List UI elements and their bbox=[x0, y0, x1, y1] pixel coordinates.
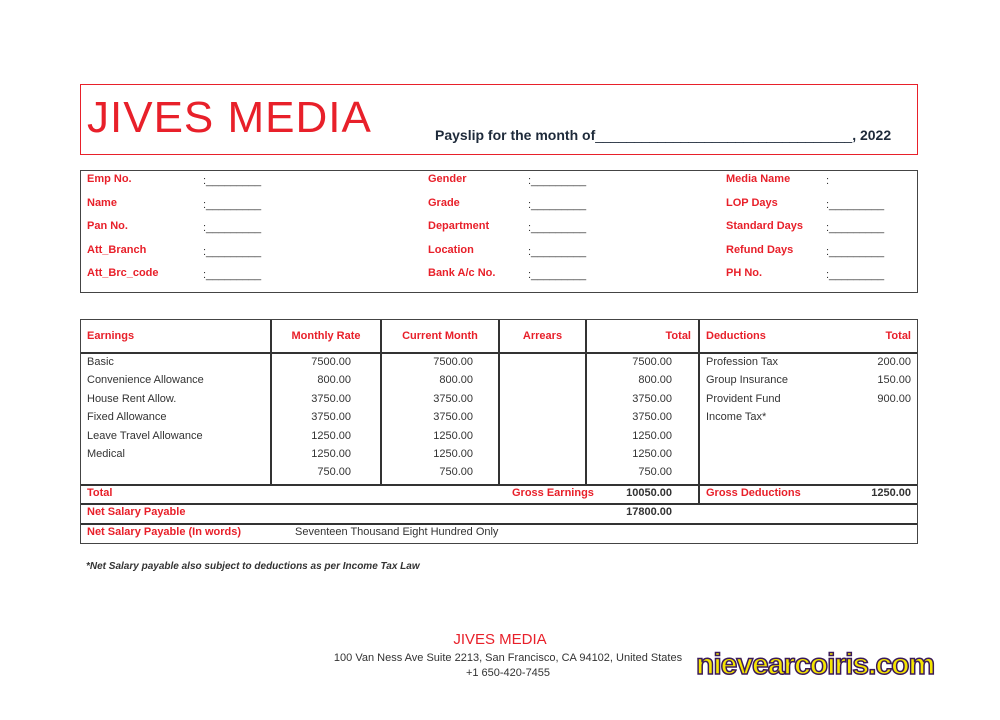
net-salary-label: Net Salary Payable bbox=[87, 506, 186, 518]
field-label: Location bbox=[428, 243, 474, 256]
current-month: 3750.00 bbox=[433, 411, 473, 424]
watermark: nievearcoiris.com bbox=[696, 648, 935, 681]
gross-earnings-label: Gross Earnings bbox=[512, 487, 594, 499]
earning-total: 1250.00 bbox=[632, 429, 672, 442]
field-value[interactable]: :_________ bbox=[203, 222, 262, 234]
field-value[interactable]: :_________ bbox=[826, 222, 885, 234]
earning-name: Leave Travel Allowance bbox=[87, 429, 203, 442]
earning-total: 3750.00 bbox=[632, 392, 672, 405]
column-header: Earnings bbox=[87, 330, 135, 342]
column-header: Deductions bbox=[706, 330, 766, 342]
field-value[interactable]: :_________ bbox=[203, 198, 262, 211]
field-label: Media Name bbox=[726, 173, 791, 185]
month-field[interactable]: _________________________________ bbox=[595, 127, 853, 143]
field-value[interactable]: :_________ bbox=[528, 175, 587, 187]
field-value[interactable]: :_________ bbox=[826, 245, 885, 258]
net-words-label: Net Salary Payable (In words) bbox=[87, 526, 242, 538]
field-value[interactable]: :_________ bbox=[203, 269, 262, 281]
earning-total: 750.00 bbox=[638, 466, 672, 479]
field-label: Name bbox=[87, 196, 117, 209]
employee-info bbox=[80, 170, 918, 293]
field-label: Department bbox=[428, 220, 490, 232]
current-month: 800.00 bbox=[439, 374, 473, 387]
earning-name: Convenience Allowance bbox=[87, 374, 204, 387]
field-value[interactable]: : bbox=[826, 175, 830, 187]
earning-total: 1250.00 bbox=[632, 448, 672, 460]
field-value[interactable]: :_________ bbox=[826, 198, 885, 211]
current-month: 1250.00 bbox=[433, 448, 473, 460]
earning-name: Medical bbox=[87, 448, 125, 460]
salary-table bbox=[80, 319, 918, 544]
field-label: Bank A/c No. bbox=[428, 267, 496, 279]
deduction-amount: 900.00 bbox=[877, 392, 911, 405]
deduction-name: Group Insurance bbox=[706, 374, 788, 387]
column-header: Total bbox=[885, 330, 911, 342]
company-logo: JIVES MEDIA bbox=[87, 93, 372, 142]
current-month: 7500.00 bbox=[433, 356, 473, 368]
field-value[interactable]: :_________ bbox=[203, 245, 262, 258]
column-header: Total bbox=[665, 330, 691, 342]
net-salary-value: 17800.00 bbox=[626, 506, 672, 518]
earning-name: Basic bbox=[87, 356, 114, 368]
field-label: Pan No. bbox=[87, 220, 128, 232]
field-label: PH No. bbox=[726, 267, 763, 279]
column-header: Arrears bbox=[522, 330, 563, 342]
field-label: Att_Brc_code bbox=[87, 267, 159, 279]
gross-deductions-label: Gross Deductions bbox=[706, 487, 801, 499]
monthly-rate: 7500.00 bbox=[311, 356, 351, 368]
monthly-rate: 3750.00 bbox=[311, 392, 351, 405]
field-value[interactable]: :_________ bbox=[528, 269, 587, 281]
monthly-rate: 1250.00 bbox=[311, 448, 351, 460]
gross-earnings-value: 10050.00 bbox=[626, 487, 672, 499]
field-label: Grade bbox=[428, 196, 460, 209]
field-value[interactable]: :_________ bbox=[826, 269, 885, 281]
current-month: 1250.00 bbox=[433, 429, 473, 442]
current-month: 750.00 bbox=[439, 466, 473, 479]
earning-name: House Rent Allow. bbox=[87, 392, 177, 405]
payslip-title bbox=[435, 127, 891, 143]
field-label: Refund Days bbox=[726, 243, 794, 256]
field-label: Gender bbox=[428, 173, 467, 185]
deduction-amount: 200.00 bbox=[877, 356, 911, 368]
current-month: 3750.00 bbox=[433, 392, 473, 405]
field-label: Emp No. bbox=[87, 173, 132, 185]
field-value[interactable]: :_________ bbox=[203, 175, 262, 187]
monthly-rate: 3750.00 bbox=[311, 411, 351, 424]
earning-total: 800.00 bbox=[638, 374, 672, 387]
earning-total: 3750.00 bbox=[632, 411, 672, 424]
total-label: Total bbox=[87, 487, 113, 499]
footer-company: JIVES MEDIA bbox=[453, 631, 547, 648]
deduction-name: Income Tax* bbox=[706, 411, 767, 424]
header-box bbox=[80, 84, 918, 155]
earning-total: 7500.00 bbox=[632, 356, 672, 368]
field-label: LOP Days bbox=[726, 196, 778, 209]
footer-address: 100 Van Ness Ave Suite 2213, San Francisco, CA 94102, United States bbox=[333, 652, 683, 664]
monthly-rate: 750.00 bbox=[317, 466, 351, 479]
gross-deductions-value: 1250.00 bbox=[871, 487, 911, 499]
net-words-value: Seventeen Thousand Eight Hundred Only bbox=[295, 526, 499, 538]
monthly-rate: 1250.00 bbox=[311, 429, 351, 442]
footnote: *Net Salary payable also subject to deductions as per Income Tax Law bbox=[86, 561, 420, 572]
deduction-name: Provident Fund bbox=[706, 392, 781, 405]
field-label: Att_Branch bbox=[87, 243, 147, 256]
footer-phone: +1 650-420-7455 bbox=[465, 667, 551, 679]
field-value[interactable]: :_________ bbox=[528, 198, 587, 211]
earning-name: Fixed Allowance bbox=[87, 411, 167, 424]
field-value[interactable]: :_________ bbox=[528, 245, 587, 258]
deduction-amount: 150.00 bbox=[877, 374, 911, 387]
field-label: Standard Days bbox=[726, 220, 804, 232]
field-value[interactable]: :_________ bbox=[528, 222, 587, 234]
deduction-name: Profession Tax bbox=[706, 356, 778, 368]
year: , 2022 bbox=[852, 127, 892, 143]
column-header: Current Month bbox=[402, 330, 478, 342]
monthly-rate: 800.00 bbox=[317, 374, 351, 387]
payslip-label: Payslip for the month of bbox=[435, 127, 596, 143]
column-header: Monthly Rate bbox=[291, 330, 361, 342]
